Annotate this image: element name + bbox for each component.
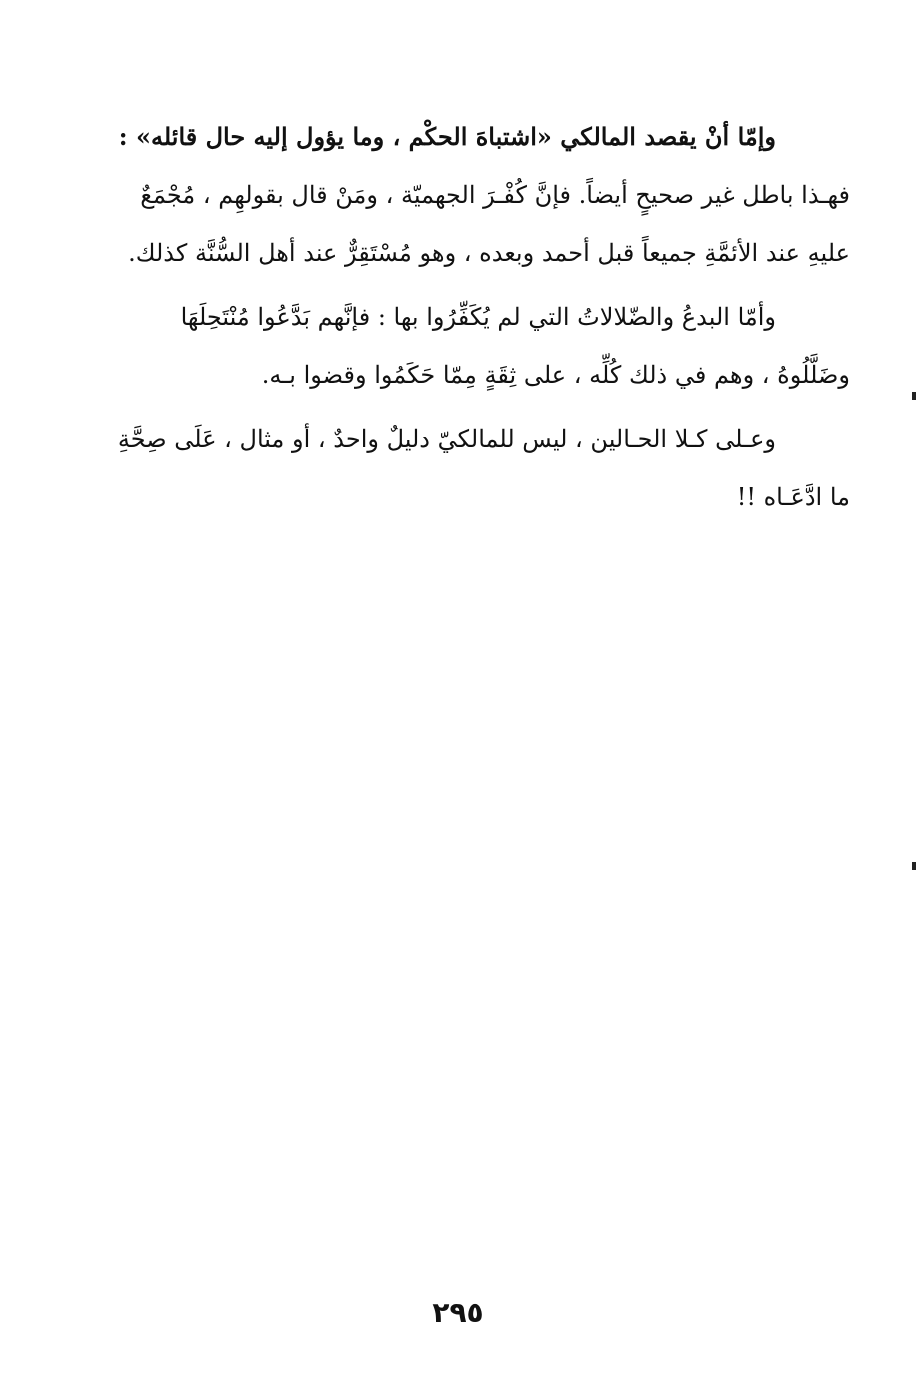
paragraph-line: وإمّا أنْ يقصد المالكي «اشتباهَ الحكْم ، وما يؤول إليه حال قائله» : <box>118 122 776 151</box>
paragraph-line: فهـذا باطل غير صحيحٍ أيضاً. فإنَّ كُفْـرَ الجهميّة ، ومَنْ قال بقولهِم ، مُجْمَعٌ <box>140 181 850 209</box>
scan-edge-mark <box>912 862 916 870</box>
paragraph-line: وعـلى كـلا الحـالين ، ليس للمالكيّ دليلٌ واحدٌ ، أو مثال ، عَلَى صِحَّةِ <box>117 425 776 453</box>
paragraph-line: ما ادَّعَـاه !! <box>736 483 850 511</box>
scan-edge-mark <box>912 392 916 400</box>
paragraph-line: وأمّا البدعُ والضّلالاتُ التي لم يُكَفِّرُوا بها : فإنَّهم بَدَّعُوا مُنْتَحِلَهَا <box>180 303 776 331</box>
page-number: ٢٩٥ <box>432 1296 484 1329</box>
paragraph-line: عليهِ عند الأئمَّةِ جميعاً قبل أحمد وبعده ، وهو مُسْتَقِرٌّ عند أهل السُّنَّة كذلك. <box>128 239 850 267</box>
paragraph-1 <box>62 108 850 282</box>
body-text <box>62 108 850 526</box>
paragraph-2 <box>62 288 850 404</box>
paragraph-3 <box>62 410 850 526</box>
paragraph-line: وضَلَّلُوهُ ، وهم في ذلك كُلِّه ، على ثِقَةٍ مِمّا حَكَمُوا وقضوا بـه. <box>261 361 850 389</box>
